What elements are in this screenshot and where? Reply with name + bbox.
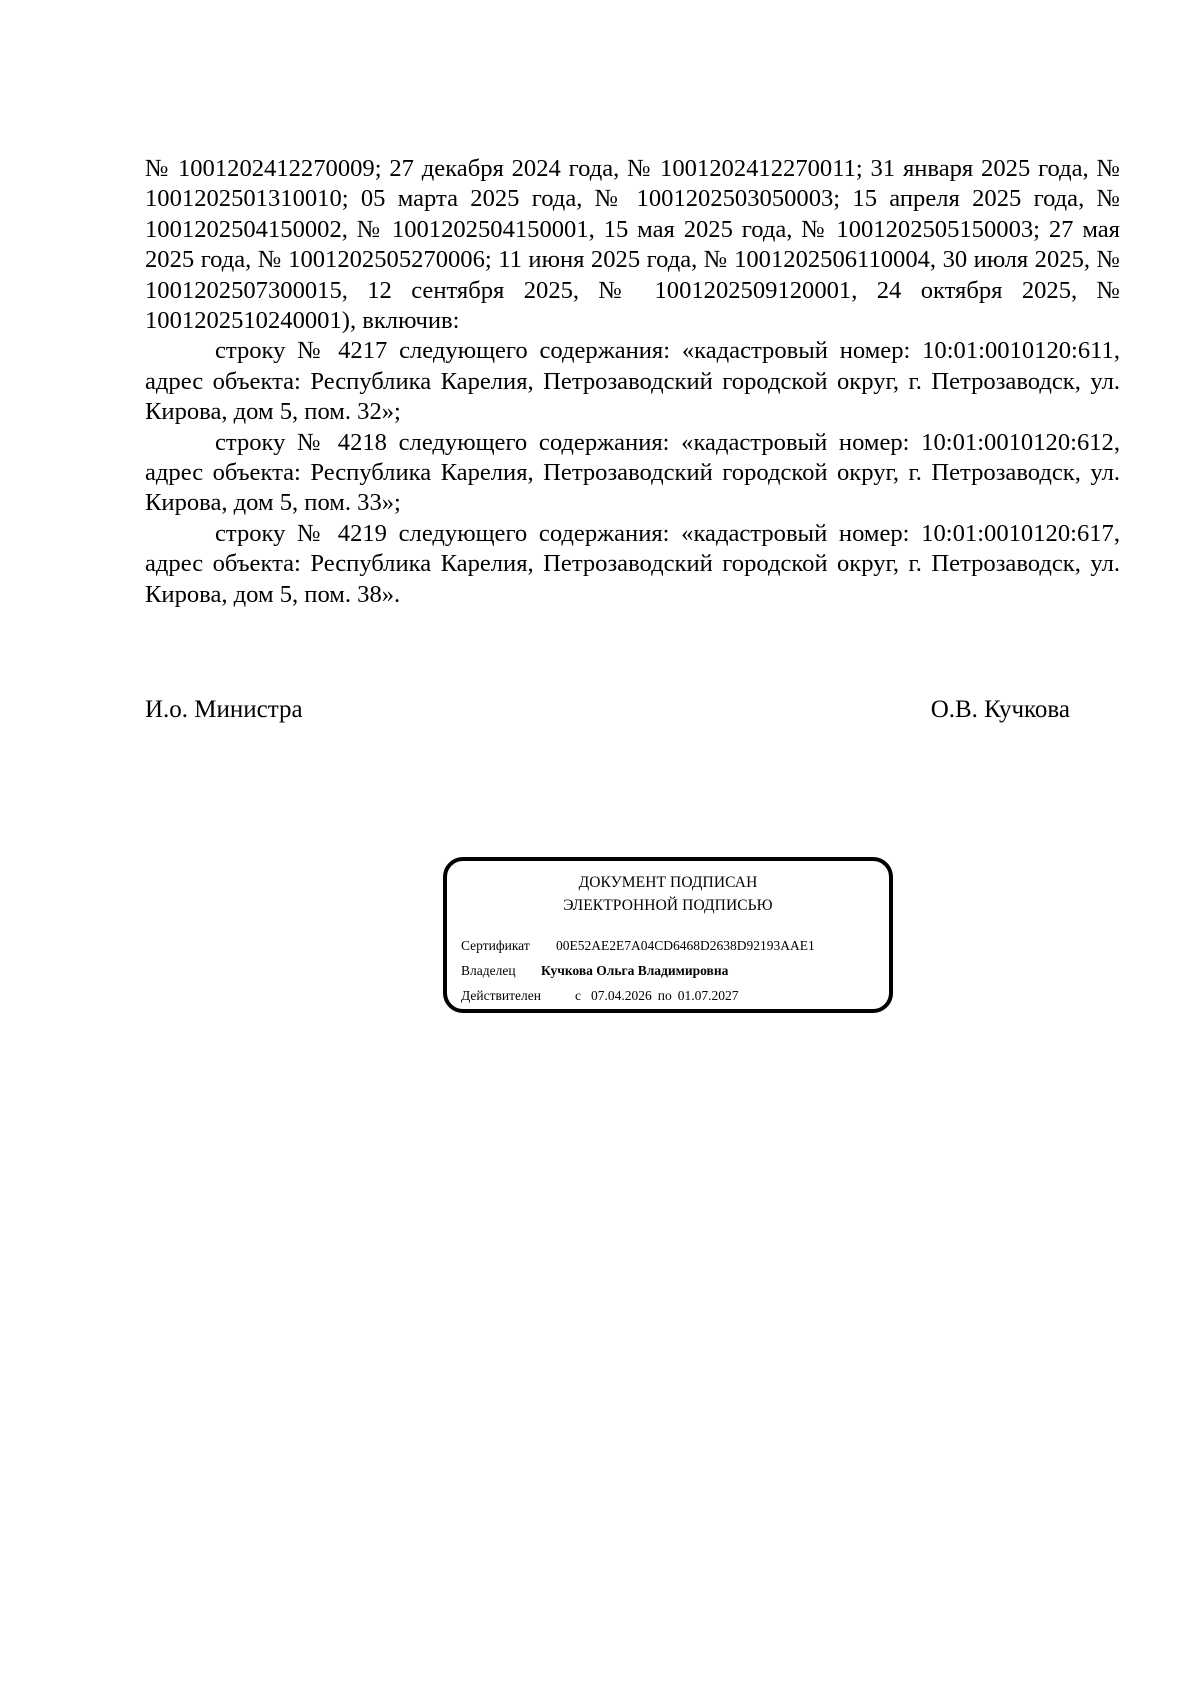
stamp-valid-label: Действителен (461, 988, 541, 1003)
stamp-valid-to: 01.07.2027 (677, 988, 739, 1003)
stamp-valid-from-prefix: с (575, 988, 581, 1003)
paragraph-registry-numbers: № 1001202412270009; 27 декабря 2024 года, № 1001202412270011; 31 января 2025 года, № 1001202501310010; 05 марта 2025 года, № 1001202503050003; 15 апреля 2025 года, № 1001202504150002, № 1001202504150001, 15 мая 2025 года, № 1001202505150003; 27 мая 2025 года, № 1001202505270006; 11 июня 2025 года, № 1001202506110004, 30 июля 2025, № 1001202507300015, 12 сентября 2025, № 1001202509120001, 24 октября 2025, № 1001202510240001), включив: (145, 155, 1120, 335)
paragraph-row-4217: строку № 4217 следующего содержания: «кадастровый номер: 10:01:0010120:611, адрес объекта: Республика Карелия, Петрозаводский городской округ, г. Петрозаводск, ул. Кирова, дом 5, пом. 32»; (145, 337, 1120, 426)
stamp-certificate-value: 00E52AE2E7A04CD6468D2638D92193AAE1 (556, 938, 815, 953)
paragraph-row-4218: строку № 4218 следующего содержания: «кадастровый номер: 10:01:0010120:612, адрес объекта: Республика Карелия, Петрозаводский городской округ, г. Петрозаводск, ул. Кирова, дом 5, пом. 33»; (145, 428, 1120, 517)
stamp-owner-value: Кучкова Ольга Владимировна (541, 963, 729, 978)
signatory-position: И.о. Министра (145, 696, 303, 723)
stamp-owner-label: Владелец (461, 963, 516, 978)
stamp-certificate-label: Сертификат (461, 938, 530, 953)
stamp-title (447, 871, 889, 917)
stamp-valid-to-prefix: по (657, 988, 672, 1003)
stamp-owner-row (461, 962, 728, 980)
stamp-certificate-row (461, 937, 815, 955)
signatory-name: О.В. Кучкова (930, 696, 1070, 723)
document-body (145, 154, 1120, 610)
electronic-signature-stamp (443, 857, 893, 1013)
stamp-valid-from: 07.04.2026 (591, 988, 652, 1003)
stamp-title-line-1: ДОКУМЕНТ ПОДПИСАН (578, 874, 758, 891)
stamp-title-line-2: ЭЛЕКТРОННОЙ ПОДПИСЬЮ (563, 897, 773, 914)
paragraph-row-4219: строку № 4219 следующего содержания: «кадастровый номер: 10:01:0010120:617, адрес объекта: Республика Карелия, Петрозаводский городской округ, г. Петрозаводск, ул. Кирова, дом 5, пом. 38». (145, 519, 1120, 608)
stamp-validity-row (461, 987, 738, 1005)
